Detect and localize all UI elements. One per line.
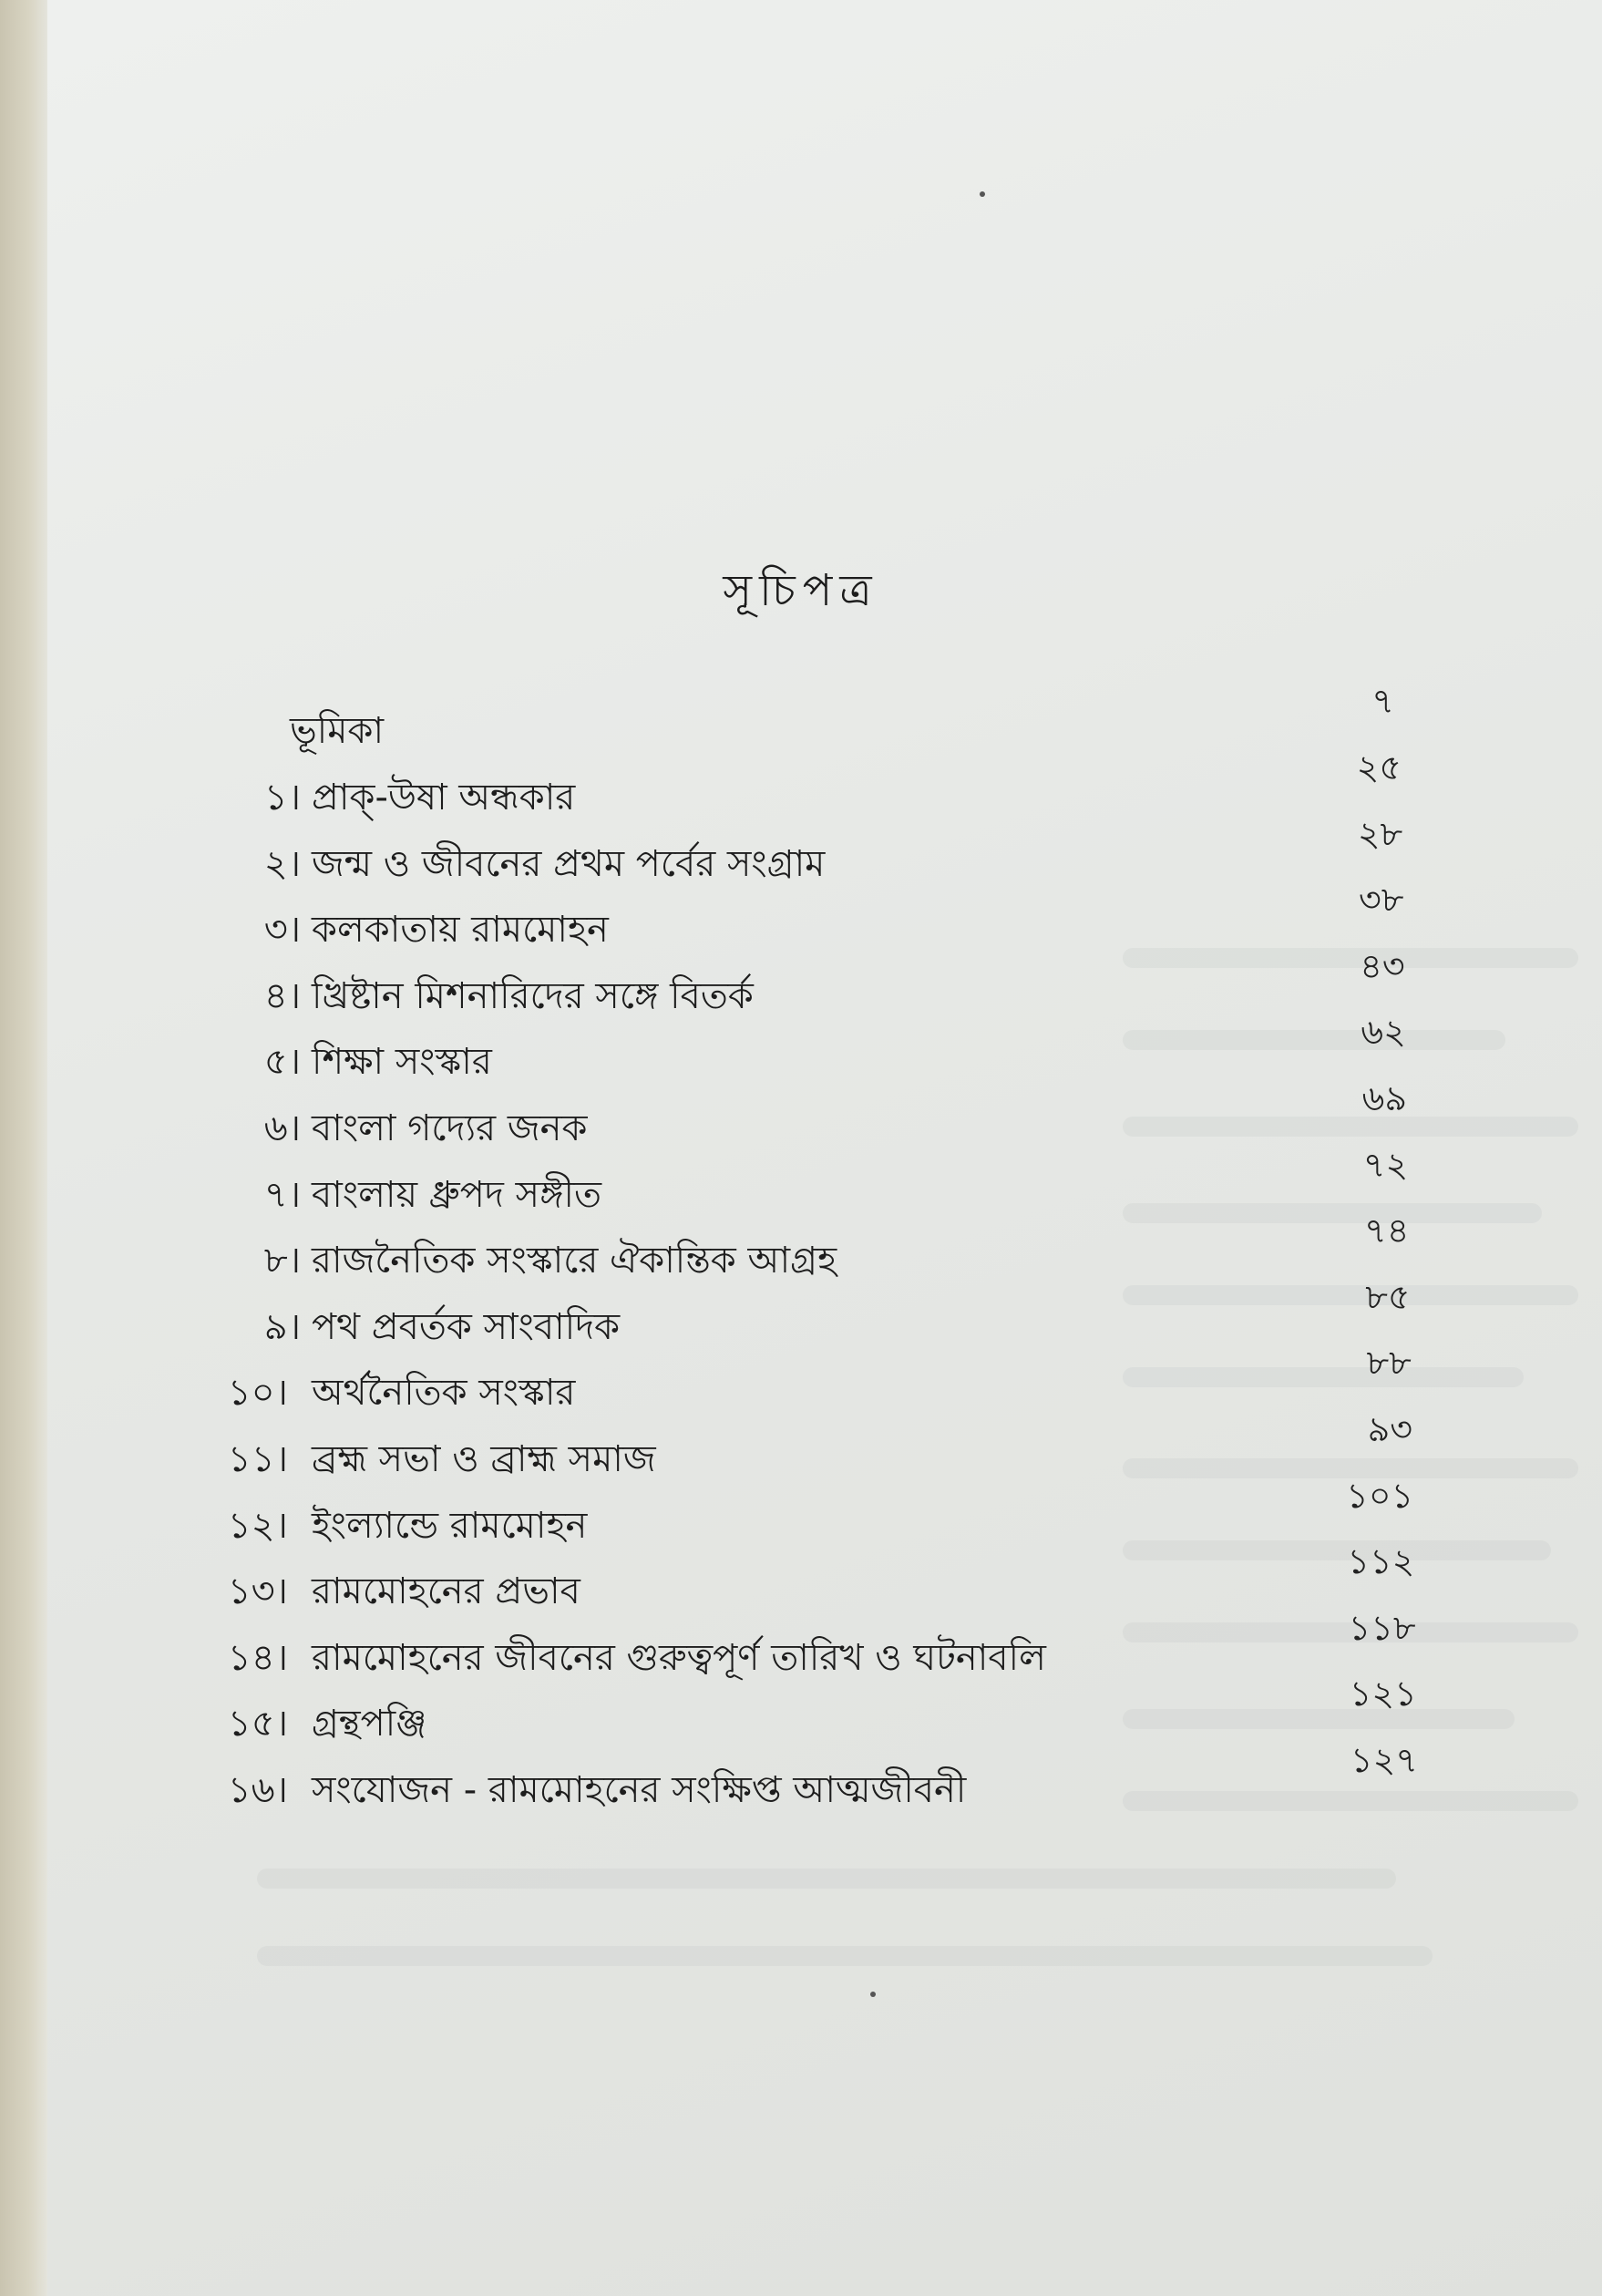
toc-entry-number: ৮। <box>263 1240 301 1282</box>
toc-entry-label: রামমোহনের প্রভাব <box>312 1570 580 1613</box>
toc-entry-page: ১২৭ <box>1350 1740 1418 1780</box>
toc-entry-label: ব্রহ্ম সভা ও ব্রাহ্ম সমাজ <box>312 1438 656 1480</box>
toc-entry-label: জন্ম ও জীবনের প্রথম পর্বের সংগ্রাম <box>312 842 826 885</box>
toc-entry-number: ৬। <box>263 1107 301 1149</box>
toc-entry-page: ৭ <box>1371 681 1394 721</box>
toc-entry-page: ৯৩ <box>1367 1409 1412 1449</box>
toc-entry-page: ১১২ <box>1347 1541 1415 1582</box>
toc-entry-number: ১৬। <box>227 1769 288 1811</box>
toc-entry-label: বাংলায় ধ্রুপদ সঙ্গীত <box>312 1173 602 1216</box>
toc-entry-page: ৩৮ <box>1359 880 1404 921</box>
page-speck <box>980 191 985 197</box>
toc-entry-number: ৭। <box>263 1173 301 1216</box>
toc-entry-label: রামমোহনের জীবনের গুরুত্বপূর্ণ তারিখ ও ঘটনাবলি <box>312 1636 1046 1679</box>
toc-entry-number: ৪। <box>263 974 301 1017</box>
toc-entry-label: কলকাতায় রামমোহন <box>312 909 609 952</box>
page-title: সূচিপত্র <box>723 565 879 616</box>
toc-entry-number: ১। <box>263 777 301 819</box>
toc-entry-number: ২। <box>263 842 301 885</box>
toc-entry-number: ১৪। <box>227 1636 288 1679</box>
page-speck <box>870 1992 876 1997</box>
toc-entry-label: প্রাক্-উষা অন্ধকার <box>312 777 576 819</box>
toc-entry-label: অর্থনৈতিক সংস্কার <box>312 1372 576 1415</box>
toc-entry-label: পথ প্রবর্তক সাংবাদিক <box>312 1305 621 1348</box>
toc-entry-label: রাজনৈতিক সংস্কারে ঐকান্তিক আগ্রহ <box>312 1240 837 1282</box>
toc-entry-number: ১২। <box>227 1504 288 1547</box>
toc-entry-number: ৫। <box>263 1041 301 1084</box>
toc-entry-label: বাংলা গদ্যের জনক <box>312 1107 588 1149</box>
toc-entry-label: ভূমিকা <box>290 710 385 752</box>
toc-entry-number: ১০। <box>227 1372 288 1415</box>
toc-entry-page: ৭৪ <box>1364 1210 1410 1251</box>
toc-entry-page: ১১৮ <box>1348 1607 1416 1648</box>
toc-entry-label: ইংল্যান্ডে রামমোহন <box>312 1504 588 1547</box>
toc-entry-label: সংযোজন - রামমোহনের সংক্ষিপ্ত আত্মজীবনী <box>312 1769 967 1811</box>
toc-entry-page: ৬৯ <box>1361 1078 1407 1118</box>
toc-entry-number: ৯। <box>263 1305 301 1348</box>
toc-entry-number: ১১। <box>227 1438 288 1480</box>
toc-entry-page: ১২১ <box>1349 1673 1417 1714</box>
toc-entry-number: ৩। <box>263 909 301 952</box>
toc-entry-page: ২৫ <box>1356 747 1402 788</box>
toc-entry-page: ৪৩ <box>1360 945 1405 986</box>
toc-entry-page: ৬২ <box>1361 1012 1406 1053</box>
toc-entry-label: শিক্ষা সংস্কার <box>312 1041 492 1084</box>
toc-entry-page: ১০১ <box>1346 1475 1414 1516</box>
toc-entry-page: ৮৮ <box>1366 1343 1412 1384</box>
toc-entry-label: গ্রন্থপঞ্জি <box>312 1703 427 1745</box>
toc-entry-label: খ্রিষ্টান মিশনারিদের সঙ্গে বিতর্ক <box>312 974 754 1017</box>
toc-entry-number: ১৩। <box>227 1570 288 1613</box>
toc-entry-page: ২৮ <box>1357 813 1403 854</box>
toc-entry-number: ১৫। <box>227 1703 288 1745</box>
toc-entry-page: ৮৫ <box>1365 1276 1411 1317</box>
toc-entry-page: ৭২ <box>1362 1144 1409 1185</box>
